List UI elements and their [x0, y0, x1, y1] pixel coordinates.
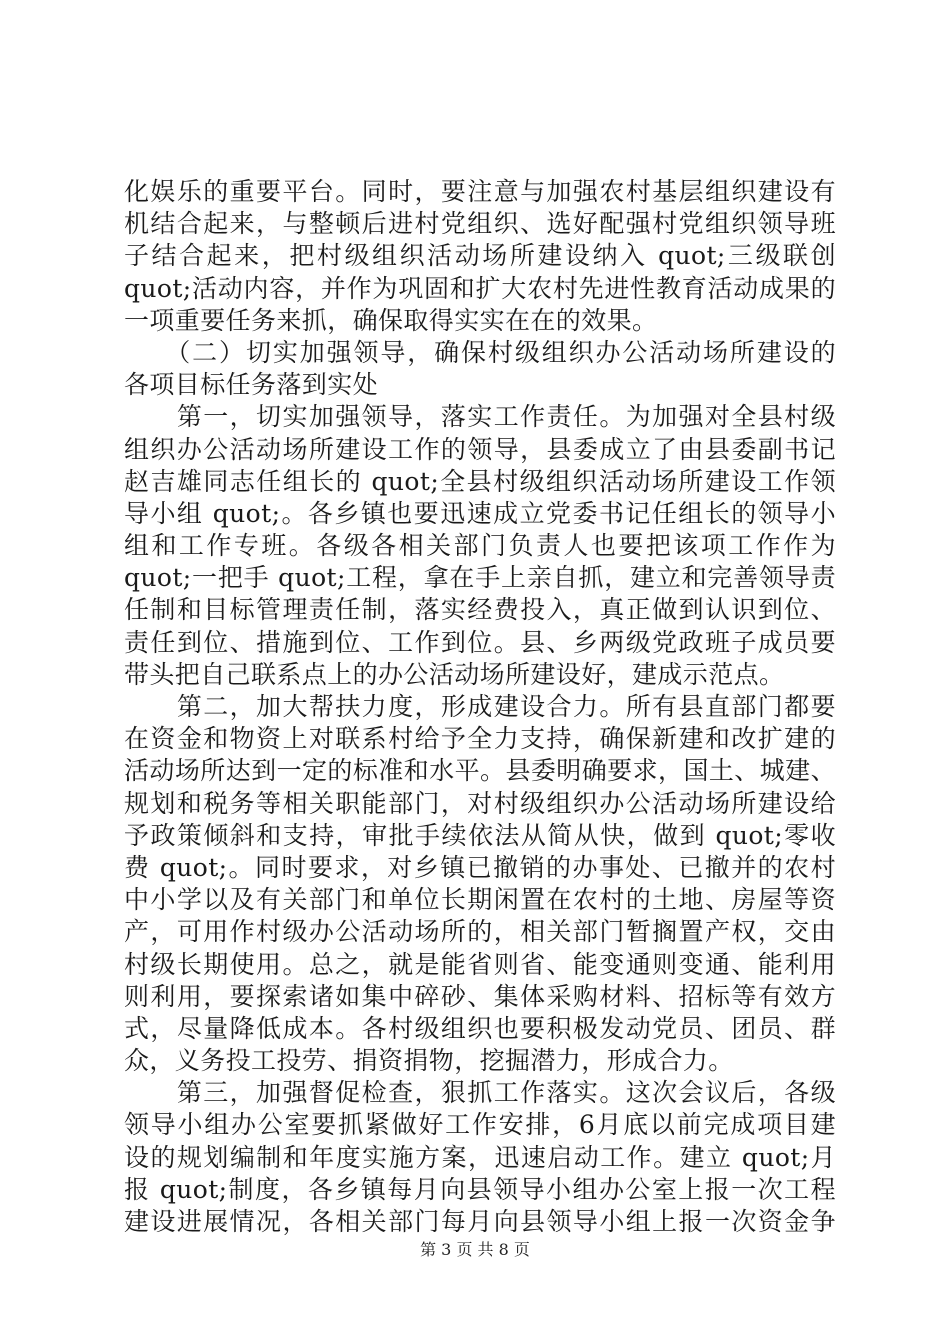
text-line: 报 quot;制度，各乡镇每月向县领导小组办公室上报一次工程: [124, 1174, 836, 1204]
text-line: 一项重要任务来抓，确保取得实实在在的效果。: [124, 305, 658, 335]
text-line: quot;活动内容，并作为巩固和扩大农村先进性教育活动成果的: [124, 273, 836, 303]
text-line: 在资金和物资上对联系村给予全力支持，确保新建和改扩建的: [124, 724, 836, 754]
text-line: 组和工作专班。各级各相关部门负责人也要把该项工作作为: [124, 531, 836, 561]
text-line: 费 quot;。同时要求，对乡镇已撤销的办事处、已撤并的农村: [124, 852, 836, 882]
text-line: （二）切实加强领导，确保村级组织办公活动场所建设的: [124, 337, 836, 367]
text-line: 领导小组办公室要抓紧做好工作安排，6月底以前完成项目建: [124, 1110, 836, 1140]
text-line: 式，尽量降低成本。各村级组织也要积极发动党员、团员、群: [124, 1013, 836, 1043]
text-line: 村级长期使用。总之，就是能省则省、能变通则变通、能利用: [124, 949, 836, 979]
text-line: quot;一把手 quot;工程，拿在手上亲自抓，建立和完善领导责: [124, 563, 836, 593]
text-line: 任制和目标管理责任制，落实经费投入，真正做到认识到位、: [124, 595, 836, 625]
text-line: 则利用，要探索诸如集中碎砂、集体采购材料、招标等有效方: [124, 981, 836, 1011]
text-line: 第二，加大帮扶力度，形成建设合力。所有县直部门都要: [124, 692, 836, 721]
text-line: 各项目标任务落到实处: [124, 370, 379, 400]
text-line: 第一，切实加强领导，落实工作责任。为加强对全县村级: [124, 402, 836, 432]
text-line: 赵吉雄同志任组长的 quot;全县村级组织活动场所建设工作领: [124, 466, 836, 496]
text-line: 子结合起来，把村级组织活动场所建设纳入 quot;三级联创: [124, 241, 836, 271]
text-line: 第三，加强督促检查，狠抓工作落实。这次会议后，各级: [124, 1078, 836, 1108]
text-line: 设的规划编制和年度实施方案，迅速启动工作。建立 quot;月: [124, 1142, 836, 1172]
text-line: 产，可用作村级办公活动场所的，相关部门暂搁置产权，交由: [124, 917, 836, 947]
text-line: 予政策倾斜和支持，审批手续依法从简从快，做到 quot;零收: [124, 820, 836, 850]
text-line: 组织办公活动场所建设工作的领导，县委成立了由县委副书记: [124, 434, 836, 464]
text-line: 规划和税务等相关职能部门，对村级组织办公活动场所建设给: [124, 788, 836, 818]
text-line: 机结合起来，与整顿后进村党组织、选好配强村党组织领导班: [124, 209, 836, 239]
text-line: 导小组 quot;。各乡镇也要迅速成立党委书记任组长的领导小: [124, 498, 836, 528]
text-line: 化娱乐的重要平台。同时，要注意与加强农村基层组织建设有: [124, 177, 836, 206]
document-body: [124, 176, 836, 1238]
text-line: 活动场所达到一定的标准和水平。县委明确要求，国土、城建、: [124, 756, 836, 786]
text-line: 责任到位、措施到位、工作到位。县、乡两级党政班子成员要: [124, 627, 836, 657]
text-line: 建设进展情况，各相关部门每月向县领导小组上报一次资金争: [124, 1207, 836, 1236]
text-line: 众，义务投工投劳、捐资捐物，挖掘潜力，形成合力。: [124, 1046, 734, 1076]
page-footer: 第 3 页 共 8 页: [420, 1240, 530, 1259]
text-line: 带头把自己联系点上的办公活动场所建设好，建成示范点。: [124, 659, 785, 689]
text-line: 中小学以及有关部门和单位长期闲置在农村的土地、房屋等资: [124, 885, 836, 915]
